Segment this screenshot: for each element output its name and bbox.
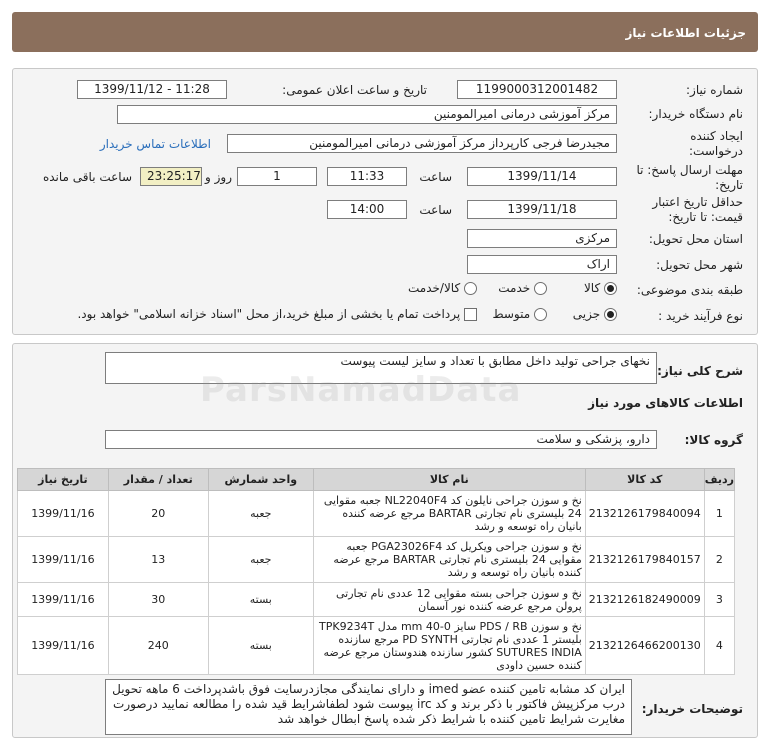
cell-row: 2 bbox=[704, 537, 734, 583]
cell-qty: 240 bbox=[108, 617, 208, 675]
buyer-org-field: مرکز آموزشی درمانی امیرالمومنین bbox=[117, 105, 617, 124]
cell-code: 2132126182490009 bbox=[585, 583, 704, 617]
cell-date: 1399/11/16 bbox=[18, 583, 109, 617]
cell-code: 2132126179840157 bbox=[585, 537, 704, 583]
cell-date: 1399/11/16 bbox=[18, 537, 109, 583]
page-title: جزئیات اطلاعات نیاز bbox=[625, 26, 746, 40]
creator-field: مجیدرضا فرجی کارپرداز مرکز آموزشی درمانی امیرالمومنین bbox=[227, 134, 617, 153]
buyer-org-label: نام دستگاه خریدار: bbox=[648, 107, 743, 121]
cell-qty: 30 bbox=[108, 583, 208, 617]
days-label: روز و bbox=[205, 170, 232, 184]
cell-row: 3 bbox=[704, 583, 734, 617]
need-number-label: شماره نیاز: bbox=[686, 83, 743, 97]
goods-group-field: دارو، پزشکی و سلامت bbox=[105, 430, 657, 449]
creator-label: ایجاد کننده درخواست: bbox=[689, 129, 743, 158]
validity-label: حداقل تاریخ اعتبار قیمت: تا تاریخ: bbox=[652, 195, 743, 224]
category-option-goods-service[interactable]: کالا/خدمت bbox=[408, 281, 477, 295]
deadline-label: مهلت ارسال پاسخ: تا تاریخ: bbox=[636, 163, 743, 192]
city-field: اراک bbox=[467, 255, 617, 274]
days-field: 1 bbox=[237, 167, 317, 186]
cell-date: 1399/11/16 bbox=[18, 491, 109, 537]
deadline-time-label: ساعت bbox=[419, 170, 452, 184]
category-label: طبقه بندی موضوعی: bbox=[636, 283, 743, 297]
cell-unit: جعبه bbox=[208, 491, 313, 537]
description-label: شرح کلی نیاز: bbox=[657, 364, 743, 378]
cell-date: 1399/11/16 bbox=[18, 617, 109, 675]
city-label: شهر محل تحویل: bbox=[656, 258, 743, 272]
remaining-time-field: 23:25:17 bbox=[140, 167, 202, 186]
description-field: نخهای جراحی تولید داخل مطابق با تعداد و سایز لیست پیوست bbox=[105, 352, 657, 384]
buyer-notes-field: ایران کد مشابه تامین کننده عضو imed و دارای نمایندگی مجازدرسایت فوق باشدپرداخت 6 ماهه تحویل درب مرکزپیش فاکتور با ذکر برند و کد irc پیوست شود لطفاشرایط قید شده را مطالعه نمایید درصورت مغایرت شرایط تامین کننده با شرایط ذکر شده پاسخ ابطال خواهد شد bbox=[105, 679, 632, 735]
goods-group-label: گروه کالا: bbox=[684, 433, 743, 447]
cell-name: نخ و سوزن جراحی نایلون کد NL22040F4 جعبه مقوایی 24 بلیستری نام تجارتی BARTAR مرجع عرضه کننده بانیان راه توسعه و رشد bbox=[313, 491, 585, 537]
process-option-medium[interactable]: متوسط bbox=[492, 307, 547, 321]
radio-icon[interactable] bbox=[604, 308, 617, 321]
cell-code: 2132126179840094 bbox=[585, 491, 704, 537]
treasury-payment-option[interactable]: پرداخت تمام یا بخشی از مبلغ خرید،از محل "اسناد خزانه اسلامی" خواهد بود. bbox=[77, 307, 477, 321]
cell-code: 2132126466200130 bbox=[585, 617, 704, 675]
remaining-label: ساعت باقی مانده bbox=[42, 170, 132, 184]
radio-icon[interactable] bbox=[604, 282, 617, 295]
process-option-partial[interactable]: جزیی bbox=[573, 307, 617, 321]
announce-field: 1399/11/12 - 11:28 bbox=[77, 80, 227, 99]
buyer-notes-label: توضیحات خریدار: bbox=[641, 702, 743, 716]
deadline-time-field: 11:33 bbox=[327, 167, 407, 186]
cell-unit: جعبه bbox=[208, 537, 313, 583]
announce-label: تاریخ و ساعت اعلان عمومی: bbox=[282, 83, 427, 97]
col-code: کد کالا bbox=[585, 469, 704, 491]
radio-icon[interactable] bbox=[534, 282, 547, 295]
col-date: تاریخ نیاز bbox=[18, 469, 109, 491]
col-row: ردیف bbox=[704, 469, 734, 491]
goods-table bbox=[17, 468, 735, 675]
goods-info-title: اطلاعات کالاهای مورد نیاز bbox=[588, 396, 743, 410]
validity-date-field: 1399/11/18 bbox=[467, 200, 617, 219]
need-number-field: 1199000312001482 bbox=[457, 80, 617, 99]
province-label: استان محل تحویل: bbox=[648, 232, 743, 246]
cell-row: 1 bbox=[704, 491, 734, 537]
col-qty: تعداد / مقدار bbox=[108, 469, 208, 491]
radio-icon[interactable] bbox=[534, 308, 547, 321]
deadline-date-field: 1399/11/14 bbox=[467, 167, 617, 186]
cell-name: نخ و سوزن جراحی بسته مقوایی 12 عددی نام تجارتی پرولن مرجع عرضه کننده نور آسمان bbox=[313, 583, 585, 617]
table-row bbox=[18, 617, 735, 675]
checkbox-icon[interactable] bbox=[464, 308, 477, 321]
details-panel bbox=[12, 68, 758, 335]
cell-row: 4 bbox=[704, 617, 734, 675]
category-option-service[interactable]: خدمت bbox=[498, 281, 547, 295]
cell-unit: بسته bbox=[208, 583, 313, 617]
province-field: مرکزی bbox=[467, 229, 617, 248]
validity-time-label: ساعت bbox=[419, 203, 452, 217]
validity-time-field: 14:00 bbox=[327, 200, 407, 219]
col-unit: واحد شمارش bbox=[208, 469, 313, 491]
page-header bbox=[12, 12, 758, 52]
cell-name: نخ و سوزن PDS / RB سایز mm 40-0 مدل TPK9234T بلیستر 1 عددی نام تجارتی PD SYNTH مرجع سازنده SUTURES INDIA کشور سازنده هندوستان مرجع عرضه کننده حسین داودی bbox=[313, 617, 585, 675]
category-option-goods[interactable]: کالا bbox=[584, 281, 617, 295]
cell-unit: بسته bbox=[208, 617, 313, 675]
cell-qty: 13 bbox=[108, 537, 208, 583]
buyer-contact-link[interactable]: اطلاعات تماس خریدار bbox=[99, 137, 211, 151]
table-header-row bbox=[18, 469, 735, 491]
table-row bbox=[18, 583, 735, 617]
cell-qty: 20 bbox=[108, 491, 208, 537]
cell-name: نخ و سوزن جراحی ویکریل کد PGA23026F4 جعبه مقوایی 24 بلیستری نام تجارتی BARTAR مرجع عرضه کننده بانیان راه توسعه و رشد bbox=[313, 537, 585, 583]
table-row bbox=[18, 537, 735, 583]
col-name: نام کالا bbox=[313, 469, 585, 491]
process-label: نوع فرآیند خرید : bbox=[658, 309, 743, 323]
radio-icon[interactable] bbox=[464, 282, 477, 295]
table-row bbox=[18, 491, 735, 537]
